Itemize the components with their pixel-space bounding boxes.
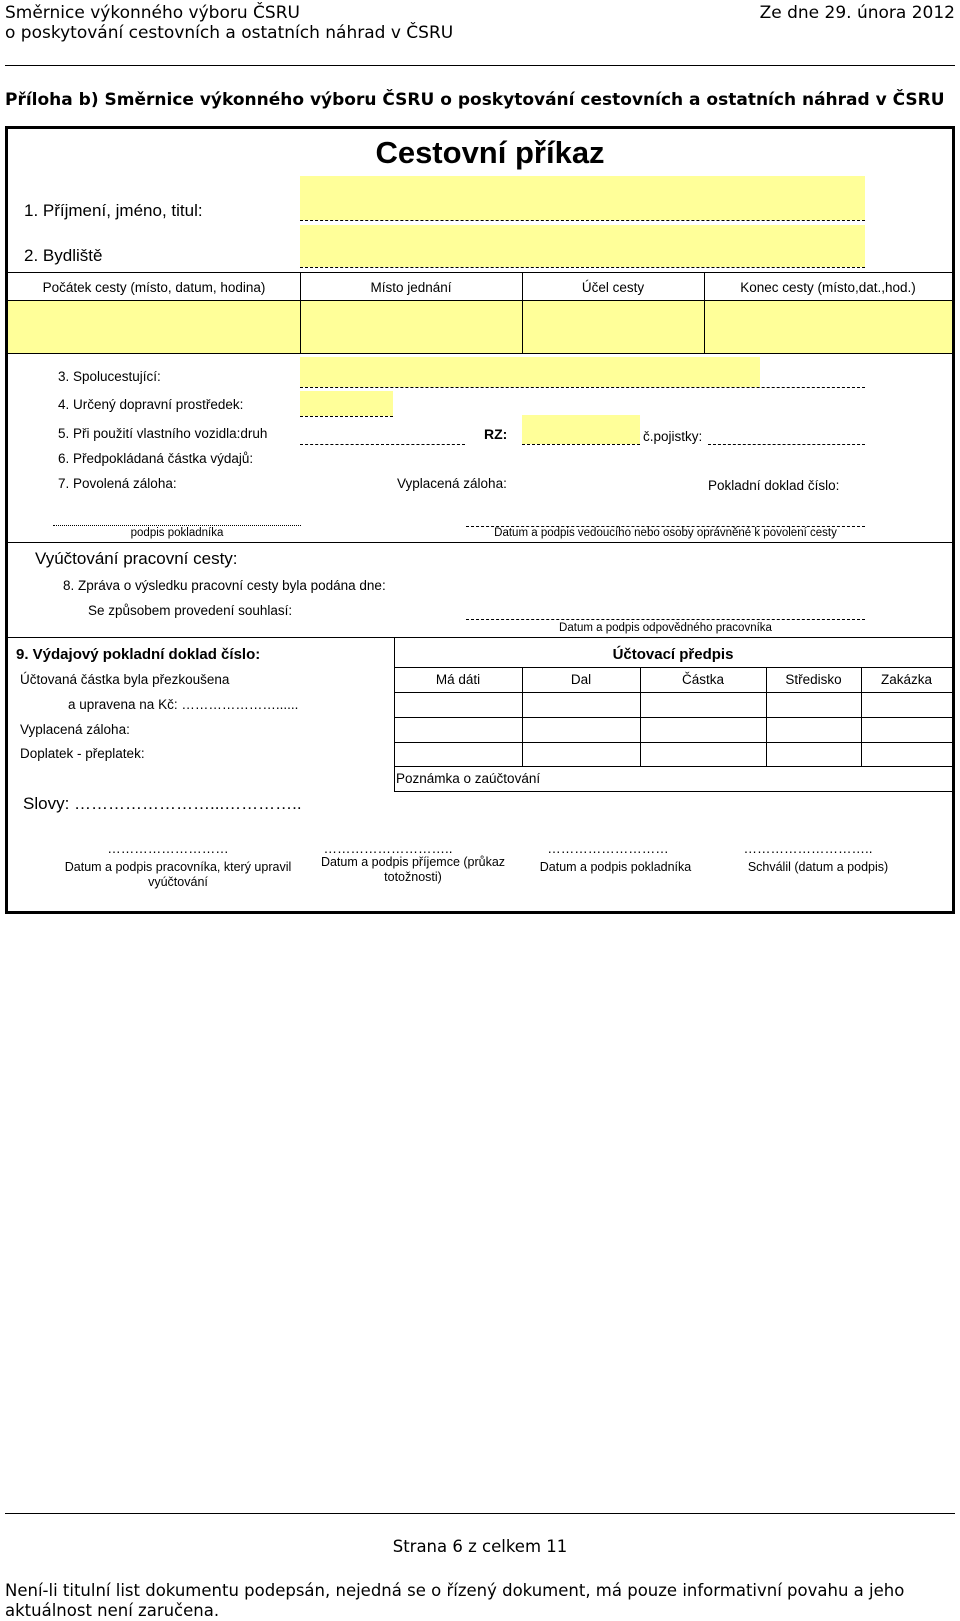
companions-field-line: [300, 387, 865, 388]
col-trip-purpose: Účel cesty: [581, 280, 645, 295]
label-insurance: č.pojistky:: [643, 429, 703, 444]
label-cash-document: Pokladní doklad číslo:: [708, 478, 840, 493]
travel-order-form: [5, 126, 955, 914]
trip-col-sep: [704, 272, 705, 353]
residence-field[interactable]: [300, 225, 865, 267]
header-date: Ze dne 29. února 2012: [759, 3, 955, 23]
label-own-vehicle: 5. Při použití vlastního vozidla:druh: [58, 426, 268, 441]
trip-table-top: [8, 272, 952, 273]
settlement-title: Vyúčtování pracovní cesty:: [35, 549, 238, 568]
manager-signature-caption: Datum a podpis vedoucího nebo osoby oprávněné k povolení cesty: [494, 527, 837, 539]
sig-dots-cashier[interactable]: ………………………: [547, 841, 669, 856]
trip-table-bottom: [8, 353, 952, 354]
accounting-cell[interactable]: [395, 743, 522, 766]
section-divider: [8, 542, 952, 543]
label-transport: 4. Určený dopravní prostředek:: [58, 397, 244, 412]
sig-dots-approved[interactable]: ………………………..: [743, 841, 873, 856]
accounting-grid-line: [394, 791, 952, 792]
col-trip-end: Konec cesty (místo,dat.,hod.): [740, 280, 916, 295]
responsible-signature-line[interactable]: [466, 619, 865, 620]
responsible-signature-caption: Datum a podpis odpovědného pracovníka: [559, 622, 772, 634]
col-meeting-place: Místo jednání: [370, 280, 452, 295]
accounting-grid-line: [394, 766, 952, 767]
residence-field-line: [300, 267, 865, 268]
label-report-date: 8. Zpráva o výsledku pracovní cesty byla podána dne:: [63, 578, 386, 593]
col-debit: Má dáti: [435, 672, 481, 687]
page-number: Strana 6 z celkem 11: [392, 1537, 568, 1556]
registration-field-line: [522, 444, 640, 445]
label-paid-advance-settlement: Vyplacená záloha:: [20, 722, 130, 737]
accounting-title: Účtovací předpis: [612, 646, 734, 663]
col-amount: Částka: [681, 672, 725, 687]
label-paid-advance: Vyplacená záloha:: [397, 476, 507, 491]
header-divider: [5, 65, 955, 66]
label-adjusted-amount: a upravena na Kč: …………………......: [68, 697, 299, 712]
trip-col-sep: [300, 272, 301, 353]
label-registration: RZ:: [484, 426, 508, 442]
sig-caption-recipient: Datum a podpis příjemce (průkaz totožnosti): [320, 855, 506, 884]
name-field[interactable]: [300, 176, 865, 220]
companions-field[interactable]: [300, 357, 760, 387]
accounting-grid-line: [394, 667, 952, 668]
vehicle-type-line[interactable]: [300, 444, 465, 445]
label-surcharge: Doplatek - přeplatek:: [20, 746, 145, 761]
sig-caption-approved: Schválil (datum a podpis): [747, 860, 889, 874]
accounting-cell[interactable]: [395, 718, 522, 742]
form-title: Cestovní příkaz: [375, 135, 605, 170]
sig-caption-cashier: Datum a podpis pokladníka: [539, 860, 692, 874]
label-agreement: Se způsobem provedení souhlasí:: [88, 603, 293, 618]
label-expected-expenses: 6. Předpokládaná částka výdajů:: [58, 451, 254, 466]
annex-title: Příloha b) Směrnice výkonného výboru ČSRU o poskytování cestovních a ostatních náhrad v ČSRU: [5, 90, 945, 110]
transport-field[interactable]: [300, 391, 393, 416]
cashier-signature-line[interactable]: [53, 525, 301, 526]
registration-field[interactable]: [522, 415, 640, 444]
label-expense-document: 9. Výdajový pokladní doklad číslo:: [16, 646, 261, 663]
transport-field-line: [300, 416, 393, 417]
col-trip-start: Počátek cesty (místo, datum, hodina): [42, 280, 266, 295]
sig-dots-worker[interactable]: ………………………: [107, 841, 229, 856]
col-credit: Dal: [570, 672, 592, 687]
footer-note: Není-li titulní list dokumentu podepsán, nejedná se o řízený dokument, má pouze informativní povahu a jeho aktuálnost není zaručena.: [5, 1581, 905, 1620]
sig-caption-worker: Datum a podpis pracovníka, který upravil vyúčtování: [64, 860, 292, 889]
label-approved-advance: 7. Povolená záloha:: [58, 476, 177, 491]
trip-col-sep: [522, 272, 523, 353]
name-field-line: [300, 220, 865, 221]
label-amount-checked: Účtovaná částka byla přezkoušena: [20, 672, 230, 687]
label-in-words: Slovy: ……………………...…………..: [23, 794, 302, 813]
label-residence: 2. Bydliště: [24, 246, 103, 265]
cashier-signature-caption: podpis pokladníka: [130, 527, 224, 539]
label-name: 1. Příjmení, jméno, titul:: [24, 201, 203, 220]
label-companions: 3. Spolucestující:: [58, 369, 161, 384]
label-accounting-note: Poznámka o zaúčtování: [396, 771, 541, 786]
insurance-field-line[interactable]: [708, 444, 865, 445]
col-cost-center: Středisko: [785, 672, 842, 687]
trip-values-row[interactable]: [8, 301, 952, 353]
footer-divider: [5, 1513, 955, 1514]
col-order: Zakázka: [880, 672, 933, 687]
header-title-line2: o poskytování cestovních a ostatních náhrad v ČSRU: [5, 23, 454, 43]
accounting-cell[interactable]: [395, 693, 522, 717]
sig-dots-recipient[interactable]: ………………………..: [323, 841, 453, 856]
header-title-line1: Směrnice výkonného výboru ČSRU: [5, 3, 300, 23]
section-divider: [8, 637, 952, 638]
